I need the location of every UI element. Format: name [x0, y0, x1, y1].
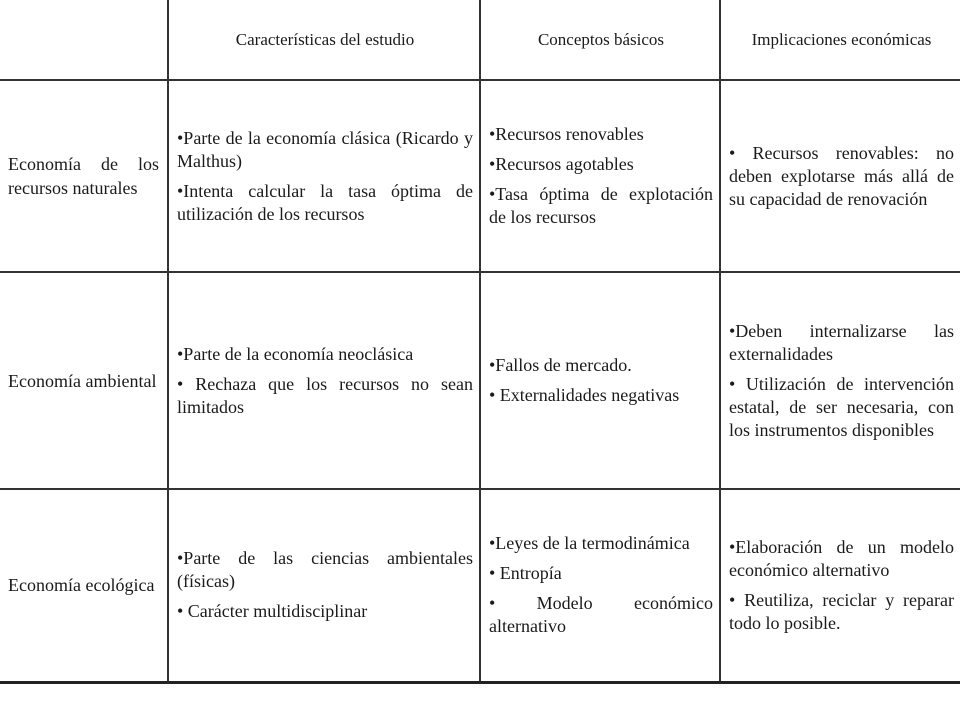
header-implicaciones: Implicaciones económicas: [720, 0, 960, 80]
bullet-item: •Deben internalizarse las externalidades: [729, 320, 954, 364]
bullet-item: •Parte de la economía clásica (Ricardo y Malthus): [177, 127, 473, 171]
conceptos-cell: [480, 80, 720, 272]
bullet-item: • Modelo económico alternativo: [489, 593, 713, 637]
bullet-item: •Recursos agotables: [489, 154, 634, 174]
caracteristicas-cell: [168, 272, 480, 489]
implicaciones-cell: [720, 80, 960, 272]
header-corner-cell: [0, 0, 168, 80]
bullet-item: • Rechaza que los recursos no sean limitados: [177, 373, 473, 417]
bullet-item: •Parte de la economía neoclásica: [177, 343, 414, 364]
bullet-item: •Tasa óptima de explotación de los recursos: [489, 184, 713, 227]
header-row: [0, 0, 960, 80]
row-label: Economía ecológica: [0, 489, 168, 682]
implicaciones-cell: [720, 489, 960, 682]
bullet-item: • Utilización de intervención estatal, de ser necesaria, con los instrumentos disponibles: [729, 373, 954, 440]
header-conceptos: Conceptos básicos: [480, 0, 720, 80]
conceptos-cell: [480, 272, 720, 489]
caracteristicas-cell: [168, 80, 480, 272]
header-caracteristicas: Características del estudio: [168, 0, 480, 80]
table-row: [0, 489, 960, 682]
bullet-item: • Externalidades negativas: [489, 385, 680, 405]
row-label: Economía ambiental: [0, 272, 168, 489]
conceptos-cell: [480, 489, 720, 682]
bullet-item: •Recursos renovables: [489, 124, 644, 144]
bullet-item: •Elaboración de un modelo económico alternativo: [729, 536, 954, 580]
table-row: [0, 80, 960, 272]
bullet-item: •Fallos de mercado.: [489, 355, 632, 375]
bullet-item: • Carácter multidisciplinar: [177, 601, 368, 622]
table-row: [0, 272, 960, 489]
row-label: Economía de los recursos naturales: [0, 80, 168, 272]
bullet-item: • Entropía: [489, 563, 562, 584]
bullet-item: •Leyes de la termodinámica: [489, 533, 690, 554]
caracteristicas-cell: [168, 489, 480, 682]
implicaciones-cell: [720, 272, 960, 489]
bullet-item: • Reutiliza, reciclar y reparar todo lo posible.: [729, 589, 954, 633]
bullet-item: •Intenta calcular la tasa óptima de utilización de los recursos: [177, 180, 473, 224]
bullet-item: •Parte de las ciencias ambientales (físicas): [177, 548, 473, 592]
bullet-item: • Recursos renovables: no deben explotarse más allá de su capacidad de renovación: [729, 142, 954, 209]
